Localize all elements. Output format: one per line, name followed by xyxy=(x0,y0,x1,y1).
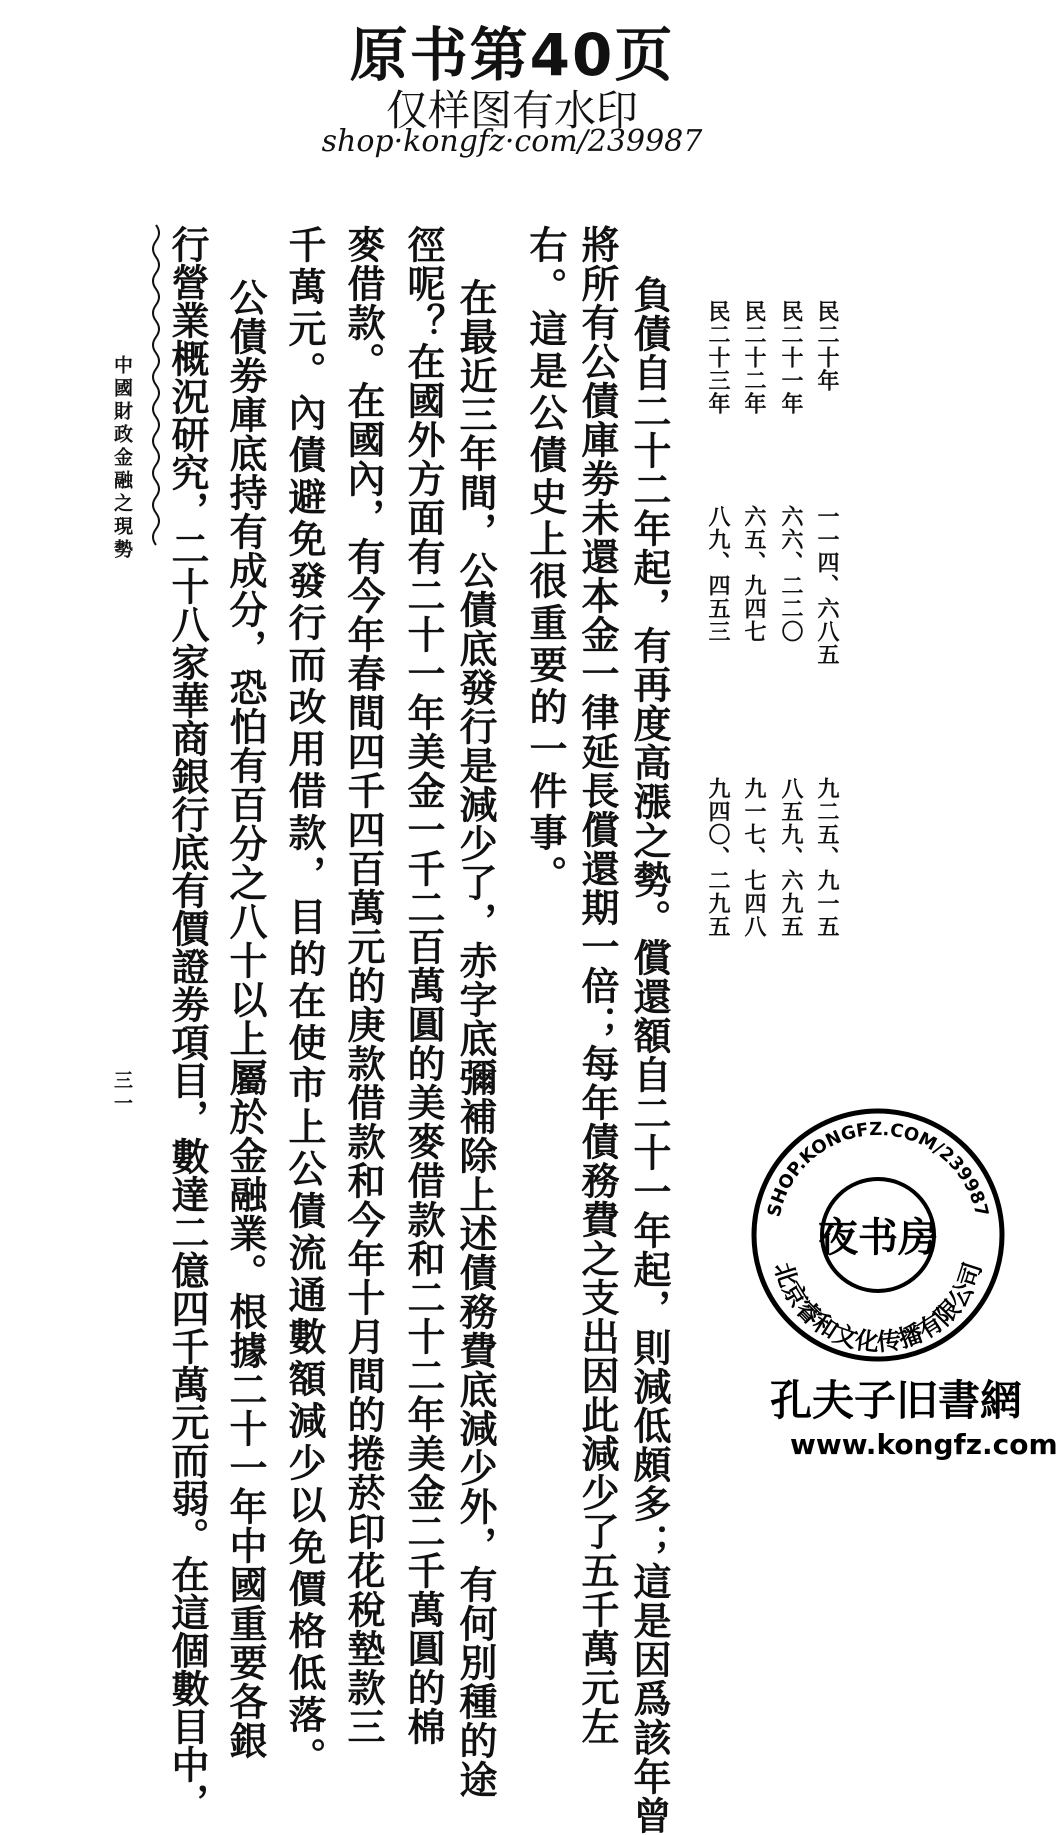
seal-bottom-text: 北京睿和文化传播有限公司 xyxy=(768,1259,988,1357)
seal-ring-text: SHOP.KONGFZ.COM/239987 xyxy=(763,1118,993,1219)
body-line: 在最近三年間，公債底發行是減少了，赤字底彌補除上述債務費底減少外，有何別種的途 xyxy=(453,278,498,1799)
book-title: 中國財政金融之現勢 xyxy=(111,355,133,562)
table-value-1: 六六、二二〇 xyxy=(778,505,804,643)
table-value-2: 九二五、九一五 xyxy=(814,777,840,938)
wavy-underline xyxy=(150,225,162,1325)
table-value-2: 九一七、七四八 xyxy=(741,777,767,938)
body-line: 徑呢？在國外方面有二十一年美金一千二百萬圓的美麥借款和二十二年美金二千萬圓的棉 xyxy=(401,225,446,1746)
table-value-1: 六五、九四七 xyxy=(741,505,767,643)
body-line: 將所有公債庫劵未還本金一律延長償還期一倍；每年債務費之支出因此減少了五千萬元左 xyxy=(575,225,620,1746)
footer-url: www.kongfz.com xyxy=(790,1428,1058,1461)
table-value-1: 一一四、六八五 xyxy=(814,505,840,666)
body-line: 行營業概況研究，二十八家華商銀行底有價證劵項目，數達二億四千萬元而弱。在這個數目中， xyxy=(165,225,210,1821)
page-number: 三一 xyxy=(111,1070,133,1116)
watermark-title: 原书第40页 xyxy=(349,21,675,89)
body-line: 右。這是公債史上很重要的一件事。 xyxy=(523,225,568,897)
watermark-subtitle: 仅样图有水印 xyxy=(385,86,638,135)
table-value-2: 八五九、六九五 xyxy=(778,777,804,938)
body-line: 麥借款。在國內，有今年春間四千四百萬元的庚款借款和今年十月間的捲菸印花稅墊款三 xyxy=(341,225,386,1746)
watermark-url: shop·kongfz·com/239987 xyxy=(321,124,703,159)
seal-center-text: 夜书房 xyxy=(818,1214,938,1261)
table-value-2: 九四〇、二九五 xyxy=(705,777,731,938)
body-line: 千萬元。內債避免發行而改用借款，目的在使市上公債流通數額減少以免價格低落。 xyxy=(282,225,327,1779)
footer-logo: 孔夫子旧書網 xyxy=(770,1376,1023,1425)
table-year: 民二十三年 xyxy=(705,300,731,415)
body-line: 公債劵庫底持有成分，恐怕有百分之八十以上屬於金融業。根據二十一年中國重要各銀 xyxy=(223,278,268,1760)
body-line: 負債自二十二年起，有再度高漲之勢。償還額自二十一年起，則減低頗多；這是因爲該年曾 xyxy=(627,275,672,1835)
table-year: 民二十一年 xyxy=(778,300,804,415)
table-year: 民二十二年 xyxy=(741,300,767,415)
table-year: 民二十年 xyxy=(814,300,840,392)
table-value-1: 八九、四五三 xyxy=(705,505,731,643)
seal-stamp xyxy=(748,1105,1008,1365)
